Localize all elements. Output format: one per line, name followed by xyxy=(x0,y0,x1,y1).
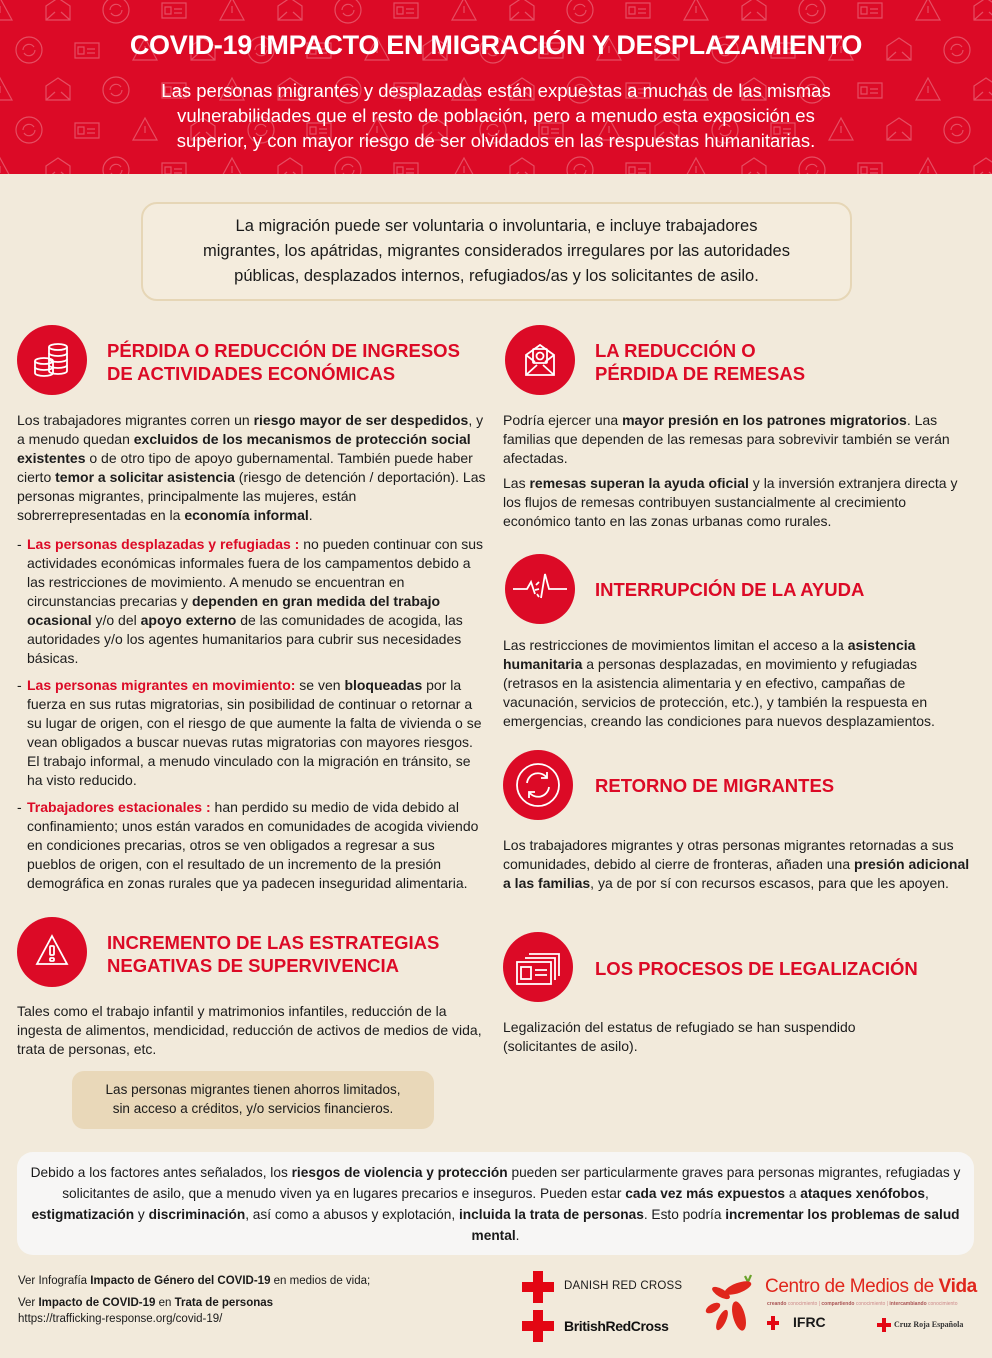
bullet-displaced: - Las personas desplazadas y refugiadas : no pueden continuar con sus actividades económicas informales fuera de los campamentos debido a las restricciones de movimiento. A menudo se encuentran en circunstancias precarias y dependen en gran medida del trabajo ocasional y/o del apoyo externo de las comunidades de acogida, las autoridades y/o los agentes humanitarios para cubrir sus necesidades básicas. xyxy=(17,536,484,666)
pattern-icon xyxy=(0,0,12,20)
cruz-roja-name: Cruz Roja Española xyxy=(894,1320,964,1329)
british-red-cross-icon xyxy=(522,1310,554,1342)
references xyxy=(18,1273,488,1333)
section-title-remittances xyxy=(595,339,805,385)
pattern-icon xyxy=(799,0,825,23)
ifrc-name: IFRC xyxy=(793,1314,826,1330)
pattern-icon xyxy=(162,163,186,174)
section-body-legalization: Legalización del estatus de refugiado se han suspendido (solicitantes de asilo). xyxy=(503,1019,856,1054)
british-red-cross-name: BritishRedCross xyxy=(564,1318,669,1334)
section-title-return: RETORNO DE MIGRANTES xyxy=(595,775,835,796)
pattern-icon xyxy=(916,158,940,174)
pattern-icon xyxy=(46,78,70,100)
pattern-icon xyxy=(742,158,766,174)
pattern-icon xyxy=(278,0,302,20)
coins-icon xyxy=(17,325,87,395)
pattern-icon xyxy=(510,0,534,20)
intro-line: La migración puede ser voluntaria o involuntaria, e incluye trabajadores xyxy=(235,217,758,235)
reference-trafficking[interactable]: Ver Impacto de COVID-19 en Trata de personas xyxy=(18,1297,274,1309)
pattern-icon xyxy=(452,0,476,20)
warning-icon xyxy=(17,917,87,987)
savings-note xyxy=(72,1071,434,1129)
centro-medios-de-vida-logo xyxy=(705,1270,977,1340)
remittances-paragraph-1: Podría ejercer una mayor presión en los patrones migratorios. Las familias que dependen de las remesas para sobrevivir también se verán afectadas. xyxy=(503,412,950,466)
protection-risks-box: Debido a los factores antes señalados, los riesgos de violencia y protección pueden ser particularmente graves para personas migrantes, refugiadas y solicitantes de asilo, que a menudo viven ya en lugares precarios e inseguros. Pueden estar cada vez más expuestos a ataques xenófobos, estigmatización y discriminación, así como a abusos y explotación, incluida la trata de personas. Esto podría incrementar los problemas de salud mental. xyxy=(17,1152,974,1255)
ifrc-cross-crescent-icon xyxy=(767,1316,791,1330)
title-line: DE ACTIVIDADES ECONÓMICAS xyxy=(107,363,396,384)
pattern-icon xyxy=(858,3,882,18)
centro-title: Centro de Medios de Vida xyxy=(765,1276,977,1297)
pattern-icon xyxy=(220,158,244,174)
pattern-icon xyxy=(684,158,708,174)
section-body-remittances xyxy=(503,411,975,537)
pattern-icon xyxy=(0,78,12,100)
intro-line: públicas, desplazados internos, refugiados/as y los solicitantes de asilo. xyxy=(234,267,759,285)
centro-tagline: creando conocimiento | compartiendo conocimiento | intercambiando conocimiento xyxy=(767,1301,958,1307)
pattern-icon xyxy=(278,158,302,174)
section-title-negative xyxy=(107,931,439,977)
pattern-icon xyxy=(626,3,650,18)
pattern-icon xyxy=(103,0,129,23)
title-line: INCREMENTO DE LAS ESTRATEGIAS xyxy=(107,932,440,953)
pattern-icon xyxy=(162,3,186,18)
section-title-income xyxy=(107,339,460,385)
pattern-icon xyxy=(16,117,42,143)
bullet-seasonal: - Trabajadores estacionales : han perdido su medio de vida debido al confinamiento; unos están varados en comunidades de acogida viviendo en condiciones precarias, otros se ven obligados a regresar a sus pueblos de origen, con el resultado de un incremento de la presión demográfica en zonas rurales que ya padecen inseguridad alimentaria. xyxy=(17,799,479,891)
danish-red-cross-icon xyxy=(522,1271,554,1303)
pattern-icon xyxy=(335,157,361,174)
title-line: PÉRDIDA DE REMESAS xyxy=(595,363,806,384)
return-paragraph: Los trabajadores migrantes y otras personas migrantes retornadas a sus comunidades, debido al cierre de fronteras, añaden una presión adicional a las familias, ya de por sí con recursos escasos, para que les apoyen. xyxy=(503,837,970,891)
header-banner xyxy=(0,0,992,174)
section-body-aid xyxy=(503,636,975,737)
id-cards-icon xyxy=(503,932,573,1002)
danish-red-cross-name: DANISH RED CROSS xyxy=(564,1280,683,1292)
section-body-negative: Tales como el trabajo infantil y matrimonios infantiles, reducción de la ingesta de alimentos, mendicidad, reducción de activos de medios de vida, trata de personas, etc. xyxy=(17,1003,482,1057)
pattern-icon xyxy=(0,158,12,174)
section-body-return xyxy=(503,836,975,899)
pattern-icon xyxy=(394,163,418,174)
pattern-icon xyxy=(394,3,418,18)
pattern-icon xyxy=(567,0,593,23)
pattern-icon xyxy=(684,0,708,20)
note-line: sin acceso a créditos, y/o servicios financieros. xyxy=(112,1101,394,1116)
pattern-icon xyxy=(742,0,766,20)
pattern-icon xyxy=(916,0,940,20)
pattern-icon xyxy=(858,163,882,174)
title-line: PÉRDIDA O REDUCCIÓN DE INGRESOS xyxy=(107,340,460,361)
return-cycle-icon xyxy=(503,750,573,820)
remittances-paragraph-2: Las remesas superan la ayuda oficial y la inversión extranjera directa y los flujos de remesas contribuyen sustancialmente al crecimiento económico tanto en las zonas urbanas como rurales. xyxy=(503,475,958,529)
pattern-icon xyxy=(974,0,992,20)
subtitle-line: vulnerabilidades que el resto de población, pero a menudo esta exposición es xyxy=(177,105,815,126)
pattern-icon xyxy=(510,158,534,174)
envelope-money-icon xyxy=(505,325,575,395)
bullet-in-transit: - Las personas migrantes en movimiento: se ven bloqueadas por la fuerza en sus rutas migratorias, sin posibilidad de continuar o retornar a su lugar de origen, con el riesgo de que aumente la falta de vivienda o se vean obligados a buscar nuevas rutas migratorias con mayores riesgos. El trabajo informal, a menudo vinculado con la migración en tránsito, se ha visto reducido. xyxy=(17,677,482,788)
heartbeat-broken-icon xyxy=(505,554,575,624)
reference-gender-impact[interactable]: Ver Infografía Impacto de Género del COVID-19 en medios de vida; xyxy=(18,1275,371,1287)
pattern-icon xyxy=(974,158,992,174)
pattern-icon xyxy=(626,163,650,174)
reference-url-link[interactable]: https://trafficking-response.org/covid-19/ xyxy=(18,1313,223,1325)
cruz-roja-cross-icon xyxy=(877,1318,891,1332)
pattern-icon xyxy=(220,0,244,20)
flower-logo-icon xyxy=(705,1272,765,1334)
page-title: COVID-19 IMPACTO EN MIGRACIÓN Y DESPLAZAMIENTO xyxy=(129,30,863,60)
pattern-icon xyxy=(799,157,825,174)
pattern-icon xyxy=(103,157,129,174)
section-body-income xyxy=(17,411,487,901)
subtitle-line: superior, y con mayor riesgo de ser olvidados en las respuestas humanitarias. xyxy=(176,130,816,151)
pattern-icon xyxy=(335,0,361,23)
pattern-icon xyxy=(944,117,970,143)
intro-line: migrantes, los apátridas, migrantes considerados irregulares por las autoridades xyxy=(203,242,790,260)
income-paragraph: Los trabajadores migrantes corren un riesgo mayor de ser despedidos, y a menudo quedan excluidos de los mecanismos de protección social existentes o de otro tipo de apoyo gubernamental. También puede haber cierto temor a solicitar asistencia (riesgo de detención / deportación). Las personas migrantes, principalmente las mujeres, están sobrerrepresentadas en la economía informal. xyxy=(17,412,486,523)
title-line: LA REDUCCIÓN O xyxy=(595,340,756,361)
pattern-icon xyxy=(567,157,593,174)
pattern-icon xyxy=(974,78,992,100)
red-cross-logos xyxy=(522,1270,692,1344)
page-subtitle xyxy=(70,78,922,153)
note-line: Las personas migrantes tienen ahorros limitados, xyxy=(105,1082,401,1097)
pattern-icon xyxy=(46,158,70,174)
intro-box xyxy=(141,202,852,301)
aid-paragraph: Las restricciones de movimientos limitan el acceso a la asistencia humanitaria a personas desplazadas, en movimiento y refugiadas (retrasos en la asistencia alimentaria y en efectivo, campañas de vacunación, servicios de protección, etc.), y también la respuesta en emergencias, creando las condiciones para nuevos desplazamientos. xyxy=(503,637,935,729)
title-line: NEGATIVAS DE SUPERVIVENCIA xyxy=(107,955,399,976)
subtitle-line: Las personas migrantes y desplazadas están expuestas a muchas de las mismas xyxy=(161,80,831,101)
pattern-icon xyxy=(452,158,476,174)
section-title-legalization: LOS PROCESOS DE LEGALIZACIÓN xyxy=(595,958,918,979)
pattern-icon xyxy=(46,0,70,20)
section-title-aid: INTERRUPCIÓN DE LA AYUDA xyxy=(595,579,865,600)
